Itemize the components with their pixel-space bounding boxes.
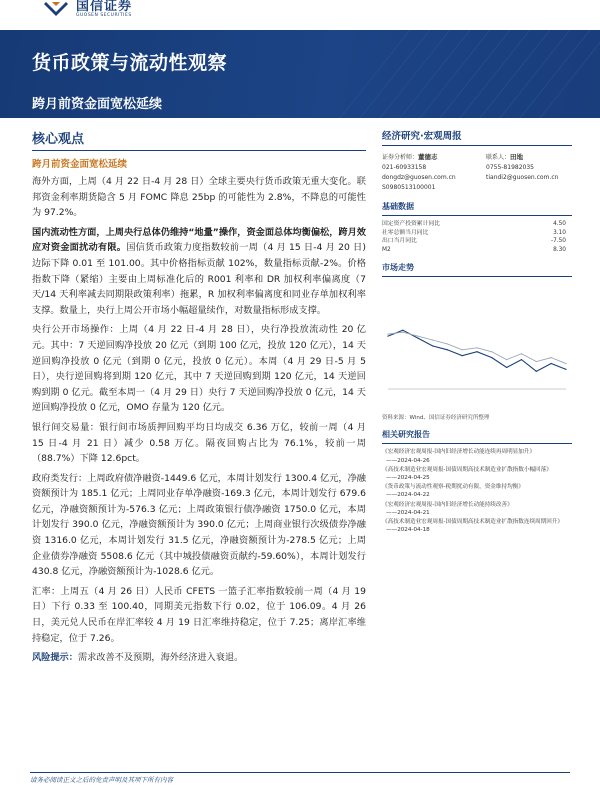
report-title-link[interactable]: 《货币政策与流动性观察-税期扰动有限，资金维持均衡》 [382, 484, 524, 491]
series-point [402, 330, 403, 331]
risk-label: 风险提示： [32, 652, 78, 664]
related-report-list [382, 448, 572, 534]
series-point [387, 334, 388, 335]
heading-divider [32, 150, 366, 151]
paragraph-liquidity [32, 225, 366, 319]
data-label: M2 [382, 246, 391, 253]
series-point [476, 352, 477, 353]
data-value: 3.10 [553, 229, 566, 236]
report-date: ——2024-04-18 [386, 527, 430, 534]
sidebar-divider [382, 145, 572, 146]
analyst-email[interactable]: dongdz@guosen.com.cn [382, 174, 456, 181]
report-title-link[interactable]: 《宏观经济宏观周报-国内旧经济增长动能持续改善》 [382, 501, 513, 508]
contact-role: 联系人： [486, 154, 511, 161]
series-point [432, 346, 433, 347]
analyst-phone: 021-60933158 [382, 164, 427, 171]
related-divider [382, 443, 572, 444]
main-content [32, 128, 366, 666]
market-trend-divider [382, 276, 572, 277]
series-point [447, 344, 448, 345]
market-trend-chart [382, 281, 572, 411]
report-title-link[interactable]: 《高技术制造业宏观周报-国债周期高技术制造业扩散指数小幅回落》 [382, 466, 552, 473]
list-item[interactable] [382, 466, 572, 482]
series-point [402, 332, 403, 333]
report-date: ——2024-04-22 [386, 492, 430, 499]
paragraph-fx: 汇率：上周五（4 月 26 日）人民币 CFETS 一篮子汇率指数较前一周（4 月 19 日）下行 0.33 至 100.40，同期美元指数下行 0.02，位于 106.09。4 月 26 日，美元兑人民币在岸汇率较 4 月 19 日汇率维持稳定，位于 7.25；离岸汇率维持稳定，位于 7.26。 [32, 585, 366, 644]
market-trend-title: 市场走势 [382, 263, 414, 273]
series-point [432, 340, 433, 341]
series-point [447, 350, 448, 351]
series-line [388, 331, 566, 372]
data-value: 8.30 [553, 246, 566, 253]
basic-data-divider [382, 215, 572, 216]
table-row [382, 229, 572, 238]
logo-text-cn: 国信证券 [76, 0, 133, 14]
report-date: ——2024-04-26 [386, 457, 430, 464]
data-label: 出口当月同比 [382, 238, 417, 245]
data-label: 社零总额当月同比 [382, 229, 429, 236]
trend-chart-svg [382, 281, 572, 411]
contact-email[interactable]: tiandi2@guosen.com.cn [486, 174, 559, 181]
report-date: ——2024-04-25 [386, 474, 430, 481]
basic-data-title: 基础数据 [382, 202, 414, 211]
analyst-info [382, 152, 572, 193]
series-point [521, 359, 522, 360]
series-point [565, 369, 566, 370]
guosen-logo-icon [44, 0, 70, 20]
series-point [536, 361, 537, 362]
report-title-link[interactable]: 《高技术制造业宏观周报-国债周期高技术制造业扩散指数连续周期回升》 [382, 519, 564, 525]
list-item[interactable] [382, 501, 572, 517]
series-point [491, 352, 492, 353]
paragraph-issuance: 政府类发行：上周政府债净融资-1449.6 亿元，本周计划发行 1300.4 亿元，净融资额预计为 185.1 亿元；上周同业存单净融资-169.3 亿元，本周计划发行 679.6 亿元，净融资额预计为-576.3 亿元；上周政策银行债净融资 1750.0 亿元，本周计划发行 390.0 亿元，净融资额预计为 390.0 亿元；上周商业银行次级债券净融资 1316.0 亿元，本周计划发行 31.5 亿元，净融资额预计为-278.5 亿元；上周企业债券净融资 5508.6 亿元（其中城投债融资贡献约-59.60%），本周计划发行 430.8 亿元，净融资额预计为-1028.6 亿元。 [32, 472, 366, 578]
list-item[interactable] [382, 518, 572, 534]
analyst-card [382, 152, 486, 193]
list-item[interactable] [382, 448, 572, 464]
logo-strip [0, 0, 600, 30]
report-category: 经济研究·宏观周报 [382, 131, 462, 142]
report-title-link[interactable]: 《宏观经济宏观周报-国内旧经济增长动能连续再周明显加升》 [382, 449, 536, 456]
series-point [462, 350, 463, 351]
series-point [476, 348, 477, 349]
series-point [536, 371, 537, 372]
list-item[interactable] [382, 483, 572, 499]
paragraph-liquidity-lead: 国内流动性方面，上周央行总体仍维持“地量”操作，资金面总体均衡偏松，跨月效应对资金面扰动有限。 [32, 226, 366, 254]
series-point [551, 363, 552, 364]
data-value: 4.50 [553, 221, 566, 227]
report-title: 货币政策与流动性观察 [32, 52, 228, 74]
series-point [506, 359, 507, 360]
table-row [382, 237, 572, 246]
table-row [382, 220, 572, 229]
paragraph-liquidity-body: 国信货币政策力度指数较前一周（4 月 15 日-4 月 20 日)边际下降 0.01 至 101.00。其中价格指标贡献 102%，数量指标贡献-2%。价格指数下降（紧缩）主要由上周标准化后的 R001 利率和 DR 加权利率偏离度（7 天/14 天利率减去同期限政策利率）拖累，R 加权利率偏离度和同业存单加权利率支撑。数量上，央行上周公开市场小幅超量续作，对数量指标形成支撑。 [32, 242, 367, 316]
basic-data-table [382, 220, 572, 254]
data-label: 国定资产投资累计同比 [382, 221, 440, 227]
sidebar [382, 128, 572, 535]
banner-decoration [300, 30, 600, 118]
related-reports-title: 相关研究报告 [382, 430, 430, 440]
series-point [565, 363, 566, 364]
risk-text: 需求改善不及预期，海外经济进入衰退。 [77, 652, 244, 664]
series-point [491, 357, 492, 358]
contact-card [486, 152, 572, 193]
series-point [462, 355, 463, 356]
chart-source: 资料来源：Wind、国信证券经济研究所整理 [382, 415, 490, 422]
table-row [382, 246, 572, 255]
paragraph-interbank: 银行间交易量：银行间市场质押回购平均日均成交 6.36 万亿，较前一周（4 月 15 日-4 月 21 日）减少 0.58 万亿。隔夜回购占比为 76.1%，较前一周（88.7%）下降 12.6pct。 [32, 421, 366, 465]
series-point [417, 338, 418, 339]
analyst-role: 证券分析师： [382, 154, 419, 161]
series-point [551, 357, 552, 358]
contact-phone: 0755-81982035 [486, 164, 534, 171]
footer-divider [30, 772, 570, 773]
data-value: -7.50 [551, 238, 566, 245]
core-heading: 核心观点 [32, 132, 85, 147]
risk-warning [32, 650, 366, 666]
report-subtitle: 跨月前资金面宽松延续 [32, 97, 163, 112]
series-point [506, 367, 507, 368]
analyst-license: S0980513100001 [382, 184, 436, 191]
series-point [521, 353, 522, 354]
footer-disclaimer: 请务必阅读正文之后的免责声明及其项下所有内容 [30, 776, 173, 784]
contact-name: 田地 [510, 153, 524, 161]
series-point [387, 336, 388, 337]
brand-logo [44, 0, 132, 20]
logo-text-en: GUOSEN SECURITIES [76, 13, 132, 18]
core-subheading: 跨月前资金面宽松延续 [32, 159, 128, 170]
paragraph-omo: 央行公开市场操作：上周（4 月 22 日-4 月 28 日），央行净投放流动性 20 亿元。其中：7 天逆回购净投放 20 亿元（到期 100 亿元，投放 120 亿元），14 天逆回购净投放 0 亿元（到期 0 亿元，投放 0 亿元）。本周（4 月 29 日-5 月 5 日），央行逆回购将到期 120 亿元，其中 7 天逆回购到期 120 亿元，14 天逆回购到期 0 亿元。截至本周一（4 月 29 日）央行 7 天逆回购净投放 0 亿元，14 天逆回购净投放 0 亿元，OMO 存量为 120 亿元。 [32, 324, 366, 414]
report-date: ——2024-04-21 [386, 509, 430, 516]
title-banner [0, 30, 600, 118]
series-point [417, 336, 418, 337]
paragraph-overseas: 海外方面，上周（4 月 22 日-4 月 28 日）全球主要央行货币政策无重大变化。联邦资金利率期货隐含 5 月 FOMC 降息 25bp 的可能性为 2.8%，不降息的可能性为 97.2%。 [32, 176, 366, 219]
analyst-name: 董德志 [418, 153, 438, 161]
